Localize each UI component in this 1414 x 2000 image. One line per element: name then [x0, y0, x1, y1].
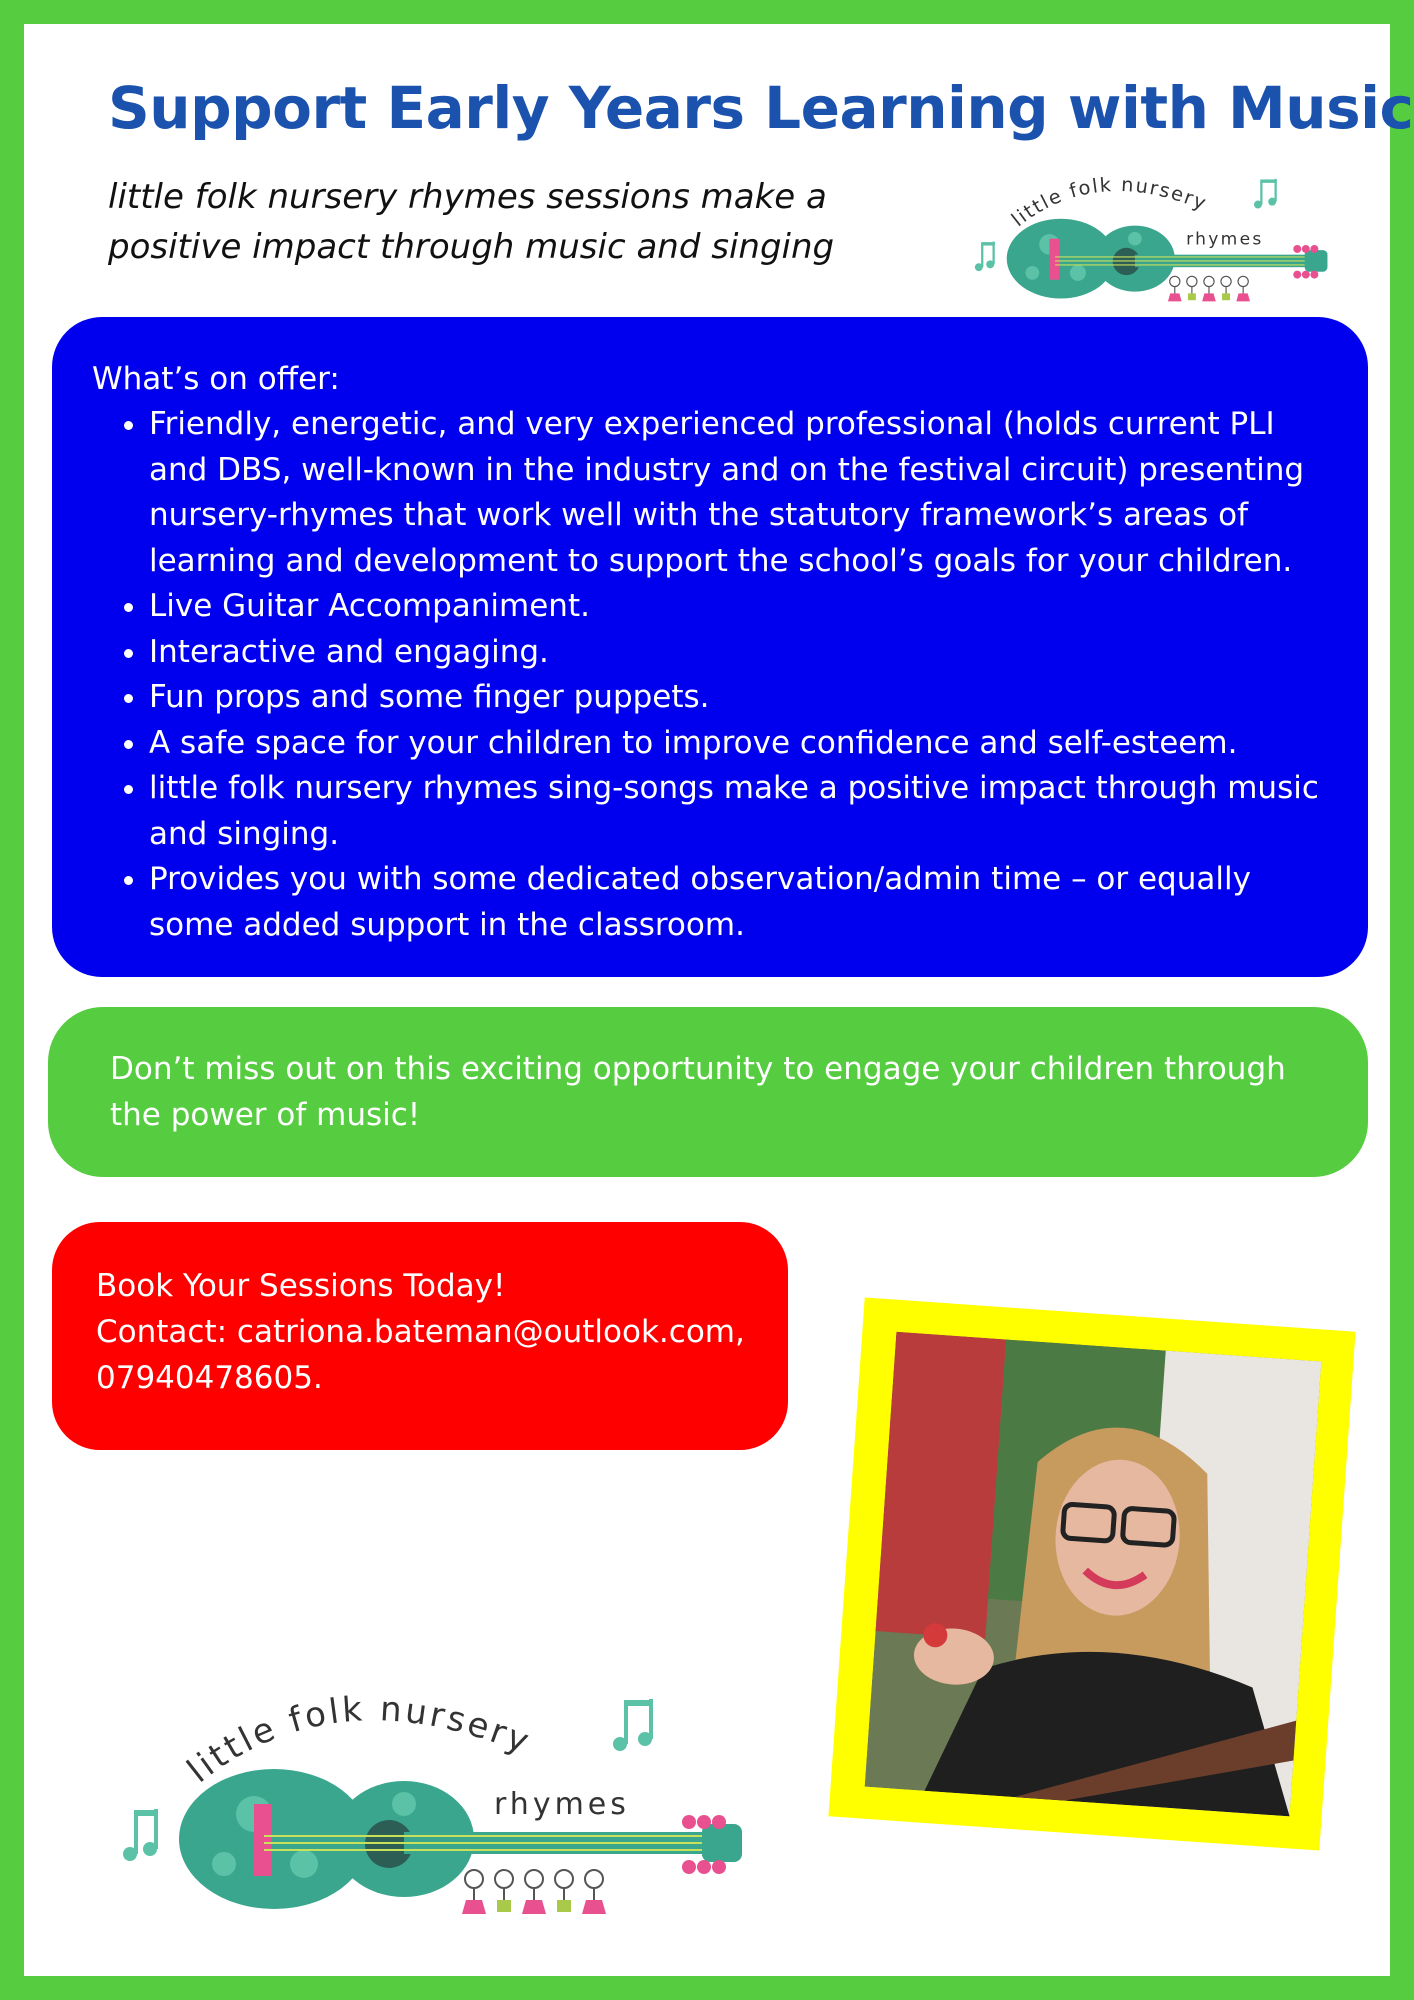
- promo-panel: [48, 1007, 1368, 1177]
- list-item: • A safe space for your children to improve confidence and self-esteem.: [149, 721, 1339, 767]
- subtitle-line-1: little folk nursery rhymes sessions make a: [108, 177, 827, 217]
- list-item: • Interactive and engaging.: [149, 630, 1339, 676]
- contact-phone[interactable]: 07940478605.: [96, 1360, 323, 1396]
- subtitle: [108, 172, 908, 272]
- list-item: • Friendly, energetic, and very experienced professional (holds current PLI and DBS, well-known in the industry and on the festival circuit) presenting nursery-rhymes that work well with the statutory framework’s areas of learning and development to support the school’s goals for your children.: [149, 402, 1339, 584]
- subtitle-line-2: positive impact through music and singing: [108, 227, 835, 267]
- page-title: Support Early Years Learning with Music: [108, 74, 1414, 142]
- promo-text: Don’t miss out on this exciting opportunity to engage your children through the power of music!: [110, 1051, 1286, 1133]
- performer-photo: [865, 1332, 1322, 1817]
- logo-word: rhymes: [1186, 229, 1264, 250]
- logo-arc-text: little folk nursery: [1007, 172, 1211, 232]
- logo-word: rhymes: [494, 1787, 630, 1822]
- offer-list: [92, 402, 1339, 948]
- offer-panel: [52, 317, 1368, 977]
- offer-heading: What’s on offer:: [92, 361, 340, 397]
- contact-email[interactable]: Contact: catriona.bateman@outlook.com,: [96, 1314, 745, 1350]
- poster-page: [24, 24, 1414, 1976]
- list-item: • Fun props and some finger puppets.: [149, 675, 1339, 721]
- logo-arc-text: little folk nursery: [179, 1689, 537, 1792]
- list-item: • Provides you with some dedicated observation/admin time – or equally some added support in the classroom.: [149, 857, 1339, 948]
- guitar-logo-icon: [179, 1769, 742, 1909]
- list-item: • Live Guitar Accompaniment.: [149, 584, 1339, 630]
- booking-heading: Book Your Sessions Today!: [96, 1268, 506, 1304]
- logo-large: [104, 1664, 764, 1924]
- booking-panel: [52, 1222, 788, 1450]
- list-item: • little folk nursery rhymes sing-songs make a positive impact through music and singing.: [149, 766, 1339, 857]
- photo-frame: [828, 1297, 1355, 1850]
- logo-small: [964, 154, 1340, 312]
- guitar-logo-icon: [1007, 219, 1328, 299]
- svg-text:little folk nursery: [1007, 173, 1211, 231]
